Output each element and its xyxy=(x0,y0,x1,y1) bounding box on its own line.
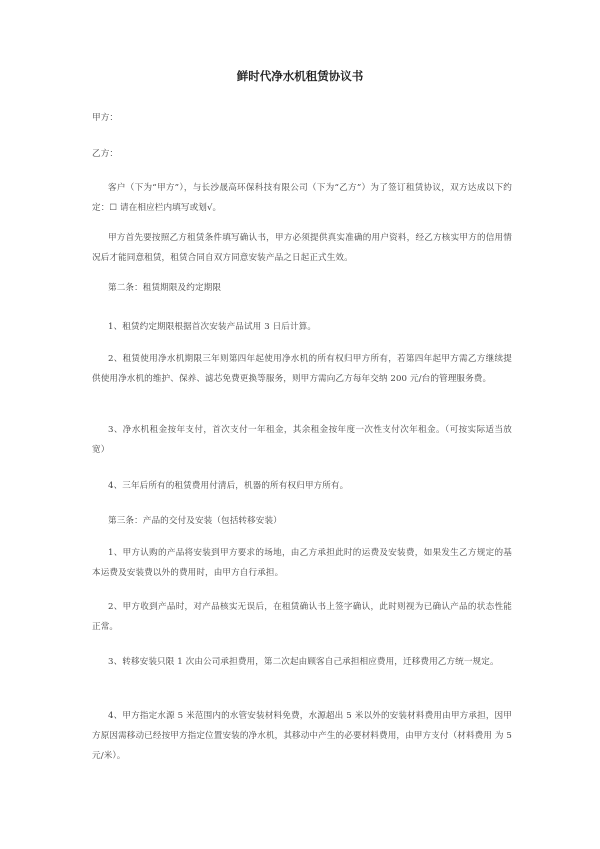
section-2-item-4: 4、三年后所有的租赁费用付清后，机器的所有权归甲方所有。 xyxy=(108,481,349,491)
document-title: 鲜时代净水机租赁协议书 xyxy=(236,69,364,83)
party-a-line: 甲方： xyxy=(92,113,119,123)
section-2-item-2: 2、租赁使用净水机期限三年则第四年起使用净水机的所有权归甲方所有，若第四年起甲方需乙方继续提供使用净水机的维护、保养、滤芯免费更换等服务，则甲方需向乙方每年交纳 200 元/台的管理服务费。 xyxy=(92,354,512,384)
section-2-title: 第二条：租赁期限及约定期限 xyxy=(108,283,222,293)
section-2-item-3: 3、净水机租金按年支付，首次支付一年租金，其余租金按年度一次性支付次年租金。（可按实际适当放宽） xyxy=(92,425,512,455)
intro-paragraph: 客户（下为“甲方”），与长沙晟高环保科技有限公司（下为“乙方”）为了签订租赁协议，双方达成以下约定：☐ 请在相应栏内填写或划√。 xyxy=(92,183,512,213)
section-3-item-1: 1、甲方认购的产品将安装到甲方要求的场地，由乙方承担此时的运费及安装费，如果发生乙方规定的基 本运费及安装费以外的费用时，由甲方自行承担。 xyxy=(92,548,512,578)
section-2-item-1: 1、租赁约定期限根据首次安装产品试用 3 日后计算。 xyxy=(108,322,317,332)
section-3-item-3: 3、转移安装只限 1 次由公司承担费用，第二次起由顾客自己承担相应费用，迁移费用乙方统一规定。 xyxy=(108,657,499,667)
section-3-item-4: 4、甲方指定水源 5 米范围内的水管安装材料免费，水源超出 5 米以外的安装材料费用由甲方承担，因甲 方原因需移动已经按甲方指定位置安装的净水机，其移动中产生的必要材料费用，由甲方支付（材料费用 为 5 元/米）。 xyxy=(92,711,512,761)
section-3-item-2: 2、甲方收到产品时，对产品核实无误后，在租赁确认书上签字确认，此时则视为已确认产品的状态性能 正常。 xyxy=(92,602,512,632)
section-3-title: 第三条：产品的交付及安装（包括转移安装） xyxy=(108,516,282,526)
paragraph-1: 甲方首先要按照乙方租赁条件填写确认书，甲方必须提供真实准确的用户资料，经乙方核实甲方的信用情况后才能同意租赁，租赁合同自双方同意安装产品之日起正式生效。 xyxy=(92,233,512,263)
party-b-line: 乙方： xyxy=(92,149,119,159)
